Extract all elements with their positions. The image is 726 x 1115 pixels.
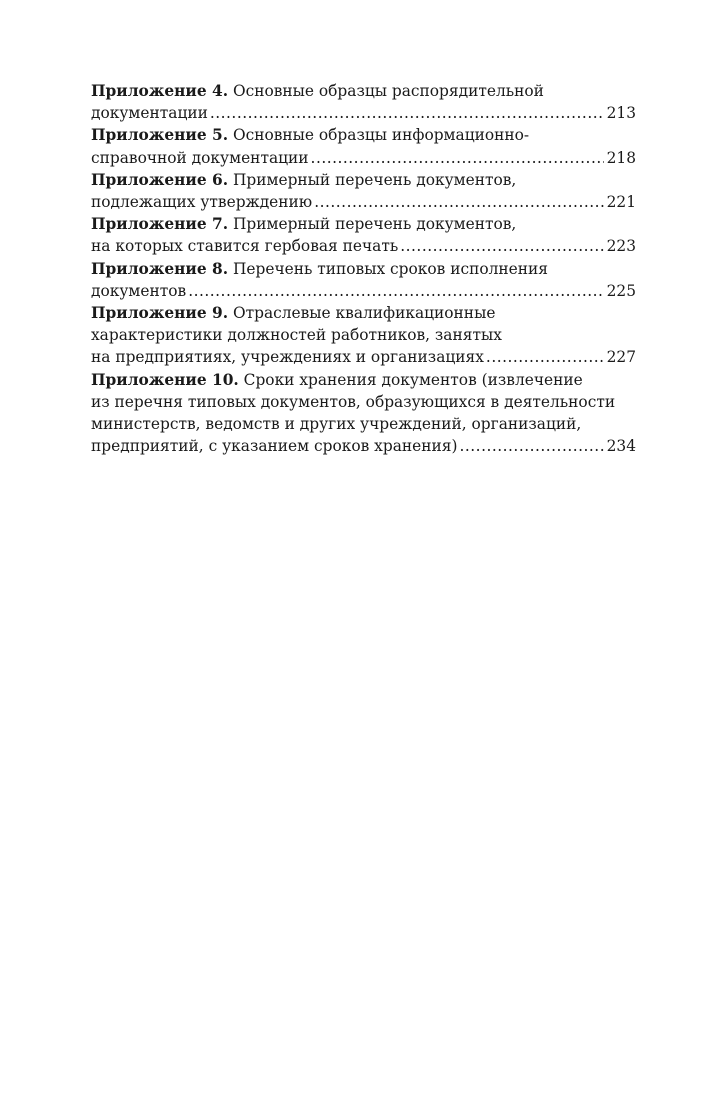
toc-entry-title-end: предприятий, с указанием сроков хранения) bbox=[91, 437, 458, 456]
toc-entry-middle-line: из перечня типовых документов, образующихся в деятельности bbox=[91, 392, 616, 411]
toc-entry-title-end: справочной документации bbox=[91, 148, 309, 167]
dot-leader bbox=[210, 102, 604, 124]
toc-entry-last-line bbox=[91, 191, 636, 213]
toc-entry-first-line bbox=[91, 369, 636, 391]
toc-entry-last-line bbox=[91, 435, 636, 457]
toc-page-number: 218 bbox=[606, 148, 636, 167]
toc-entry-label: Приложение 9. bbox=[91, 304, 229, 323]
dot-leader bbox=[188, 280, 603, 302]
dot-leader bbox=[400, 235, 603, 257]
toc-entry-label: Приложение 10. bbox=[91, 370, 239, 389]
toc-entry-title-end: на предприятиях, учреждениях и организациях bbox=[91, 348, 484, 367]
toc-entry-appendix-7[interactable] bbox=[91, 213, 636, 257]
toc-entry-title-end: документов bbox=[91, 281, 187, 300]
toc-entry-title: Перечень типовых сроков исполнения bbox=[228, 259, 548, 278]
dot-leader bbox=[314, 191, 603, 213]
toc-entry-title: Примерный перечень документов, bbox=[228, 215, 517, 234]
toc-page-number: 223 bbox=[606, 237, 636, 256]
toc-page-number: 213 bbox=[606, 104, 636, 123]
toc-entry-appendix-10[interactable] bbox=[91, 369, 636, 458]
toc-entry-first-line bbox=[91, 169, 636, 191]
toc-entry-label: Приложение 5. bbox=[91, 126, 229, 145]
dot-leader bbox=[486, 346, 604, 368]
toc-entry-last-line bbox=[91, 102, 636, 124]
toc-entry-label: Приложение 4. bbox=[91, 82, 229, 100]
toc-entry-middle-line: министерств, ведомств и других учреждений, организаций, bbox=[91, 415, 582, 434]
dot-leader bbox=[311, 147, 604, 169]
toc-entry-first-line bbox=[91, 124, 636, 146]
toc-entry-last-line bbox=[91, 346, 636, 368]
toc-entry-title: Основные образцы информационно- bbox=[228, 126, 530, 145]
toc-entry-first-line bbox=[91, 213, 636, 235]
table-of-contents bbox=[91, 80, 636, 457]
toc-page-number: 225 bbox=[606, 281, 636, 300]
toc-entry-last-line bbox=[91, 235, 636, 257]
toc-entry-last-line bbox=[91, 280, 636, 302]
toc-entry-appendix-4[interactable] bbox=[91, 80, 636, 124]
toc-entry-title-end: подлежащих утверждению bbox=[91, 193, 313, 212]
toc-entry-first-line bbox=[91, 80, 636, 102]
toc-entry-title: Основные образцы распорядительной bbox=[228, 82, 544, 100]
toc-entry-appendix-5[interactable] bbox=[91, 124, 636, 168]
toc-entry-first-line bbox=[91, 302, 636, 324]
toc-entry-appendix-9[interactable] bbox=[91, 302, 636, 369]
toc-page-number: 227 bbox=[606, 348, 636, 367]
toc-entry-title: Сроки хранения документов (извлечение bbox=[238, 370, 583, 389]
toc-entry-title: Примерный перечень документов, bbox=[228, 170, 517, 189]
dot-leader bbox=[460, 435, 604, 457]
toc-entry-appendix-8[interactable] bbox=[91, 258, 636, 302]
toc-entry-middle-line: характеристики должностей работников, занятых bbox=[91, 326, 502, 345]
toc-entry-appendix-6[interactable] bbox=[91, 169, 636, 213]
toc-page-number: 221 bbox=[606, 193, 636, 212]
toc-entry-label: Приложение 7. bbox=[91, 215, 229, 234]
toc-entry-label: Приложение 6. bbox=[91, 170, 229, 189]
toc-entry-first-line bbox=[91, 258, 636, 280]
toc-entry-last-line bbox=[91, 147, 636, 169]
toc-entry-title: Отраслевые квалификационные bbox=[228, 304, 496, 323]
toc-entry-label: Приложение 8. bbox=[91, 259, 229, 278]
toc-entry-title-end: документации bbox=[91, 104, 208, 123]
toc-page-number: 234 bbox=[606, 437, 636, 456]
toc-entry-title-end: на которых ставится гербовая печать bbox=[91, 237, 399, 256]
